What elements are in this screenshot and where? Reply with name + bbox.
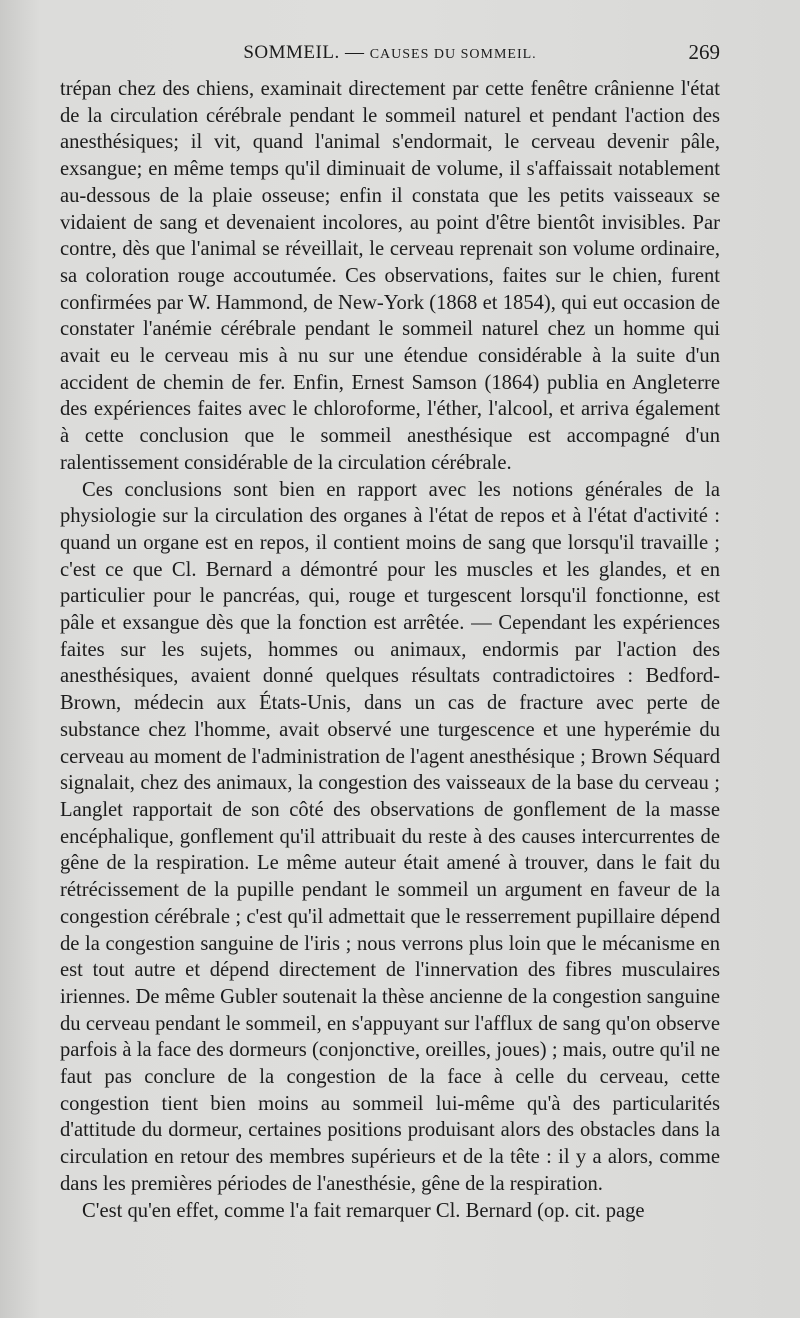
running-header <box>60 38 720 68</box>
paragraph: C'est qu'en effet, comme l'a fait remarquer Cl. Bernard (op. cit. page <box>82 1199 645 1222</box>
chapter-title: SOMMEIL. <box>243 42 340 63</box>
running-title <box>60 42 720 64</box>
section-title: CAUSES DU SOMMEIL. <box>369 47 537 62</box>
page-number: 269 <box>688 40 720 64</box>
paragraph: Ces conclusions sont bien en rapport avec les notions générales de la physiologie sur la circulation des organes à l'état de repos et à l'état d'activité : quand un organe est en repos, il contient moins de sang que lorsqu'il travaille ; c'est ce que Cl. Bernard a démontré pour les muscles et les glandes, et en particulier pour le pancréas, qui, rouge et turgescent lorsqu'il fonctionne, est pâle et exsangue dès que la fonction est arrêtée. — Cependant les expériences faites sur les sujets, hommes ou animaux, endormis par l'action des anesthésiques, avaient donné quelques résultats contradictoires : Bedford-Brown, médecin aux États-Unis, dans un cas de fracture avec perte de substance chez l'homme, avait observé une turgescence et une hyperémie du cerveau au moment de l'administration de l'agent anesthésique ; Brown Séquard signalait, chez des animaux, la congestion des vaisseaux de la base du cerveau ; Langlet rapportait de son côté des observations de gonflement de la masse encéphalique, gonflement qu'il attribuait du reste à des causes intercurrentes de gêne de la respiration. Le même auteur était amené à trouver, dans le fait du rétrécissement de la pupille pendant le sommeil un argument en faveur de la congestion cérébrale ; c'est qu'il admettait que le resserrement pupillaire dépend de la congestion sanguine de l'iris ; nous verrons plus loin que le mécanisme en est tout autre et dépend directement de l'innervation des fibres musculaires iriennes. De même Gubler soutenait la thèse ancienne de la congestion sanguine du cerveau pendant le sommeil, en s'appuyant sur l'afflux de sang qu'on observe parfois à la face des dormeurs (conjonctive, oreilles, joues) ; mais, outre qu'il ne faut pas conclure de la congestion de la face à celle du cerveau, cette congestion tient bien moins au sommeil lui-même qu'à des particularités d'attitude du dormeur, certaines positions produisant alors des obstacles dans la circulation en retour des membres supérieurs et de la tête : il y a alors, comme dans les premières périodes de l'anesthésie, gêne de la respiration. <box>60 478 720 1195</box>
title-separator: — <box>344 42 365 63</box>
paragraph-continued: trépan chez des chiens, examinait directement par cette fenêtre crânienne l'état de la circulation cérébrale pendant le sommeil naturel et pendant l'action des anesthésiques; il vit, quand l'animal s'endormait, le cerveau devenir pâle, exsangue; en même temps qu'il diminuait de volume, il s'affaissait notablement au-dessous de la plaie osseuse; enfin il constata que les petits vaisseaux se vidaient de sang et devenaient incolores, au point d'être bientôt invisibles. Par contre, dès que l'animal se réveillait, le cerveau reprenait son volume ordinaire, sa coloration rouge accoutumée. Ces observations, faites sur le chien, furent confirmées par W. Hammond, de New-York (1868 et 1854), qui eut occasion de constater l'anémie cérébrale pendant le sommeil naturel chez un homme qui avait eu le cerveau mis à nu sur une étendue considérable à la suite d'un accident de chemin de fer. Enfin, Ernest Samson (1864) publia en Angleterre des expériences faites avec le chloroforme, l'éther, l'alcool, et arriva également à cette conclusion que le sommeil anesthésique est accompagné d'un ralentissement considérable de la circulation cérébrale. <box>60 78 720 474</box>
body-text <box>60 76 720 1224</box>
